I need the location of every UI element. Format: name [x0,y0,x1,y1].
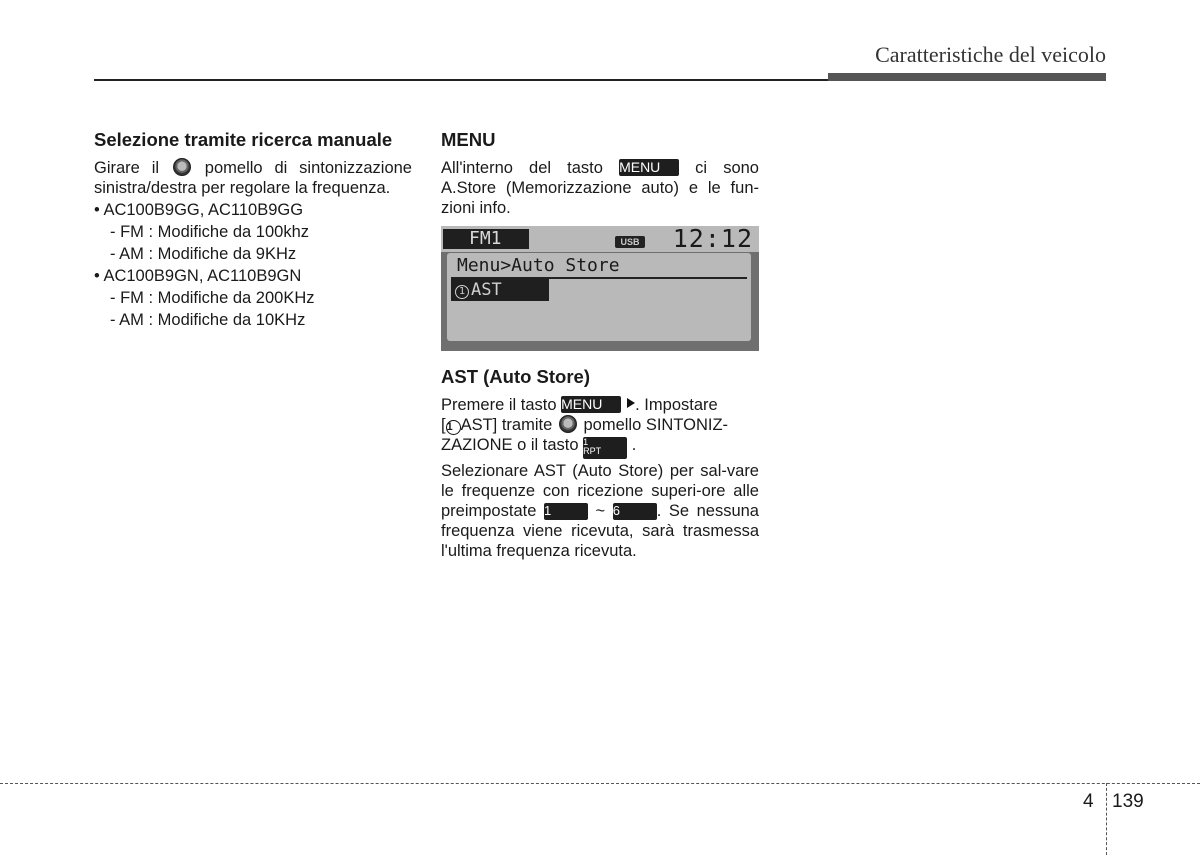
preset-key-6: 6 [613,503,657,520]
model-2-fm: - FM : Modifiche da 200KHz [110,289,315,307]
menu-key-icon-2: MENU [561,396,621,413]
ast-text-c: [ [441,416,446,434]
rpt-key-label: RPT [583,446,602,456]
section-heading-ast: AST (Auto Store) [441,366,591,387]
manual-search-intro [94,158,412,198]
footer-divider [1106,783,1107,855]
ast-text-e: pomello SINTONIZ- [583,416,729,434]
radio-lcd-display [441,226,759,351]
ast-text-b: . Impostare [635,396,718,414]
manual-search-section [94,128,412,330]
model-bullet-1: • AC100B9GG, AC110B9GG [94,201,304,219]
intro-text-b: pomello di sintonizzazione sinistra/destra per regolare la frequenza. [94,159,412,197]
model-2-am: - AM : Modifiche da 10KHz [110,311,306,329]
ast-text-d: AST] tramite [460,416,553,434]
ast-step-2 [441,461,759,561]
menu-description [441,158,759,218]
intro-text-a: Girare il [94,159,160,177]
ast-p2-a: Selezionare AST (Auto Store) per sal-vare le frequenze con ricezione superi-ore alle preimpostate [441,462,759,520]
rpt-key-number: 1 [583,437,589,447]
header-accent-bar [828,73,1106,81]
tune-knob-icon [173,158,191,176]
circled-number-icon: 1 [455,285,469,299]
lcd-selected-item [451,279,549,301]
lcd-menu-panel [447,253,751,341]
arrow-right-icon [627,398,635,408]
model-1-am: - AM : Modifiche da 9KHz [110,245,297,263]
section-heading-manual-search: Selezione tramite ricerca manuale [94,129,393,150]
page-header-title: Caratteristiche del veicolo [875,42,1106,67]
ast-step-1 [441,395,759,459]
menu-text-a: All'interno del tasto [441,159,603,177]
model-bullet-2: • AC100B9GN, AC110B9GN [94,267,302,285]
chapter-number: 4 [1083,791,1094,812]
rpt-key-icon [583,437,627,459]
model-1-fm: - FM : Modifiche da 100khz [110,223,309,241]
lcd-clock: 12:12 [672,224,753,253]
section-heading-menu: MENU [441,129,496,150]
menu-section [441,128,759,561]
ast-text-a: Premere il tasto [441,396,557,414]
menu-key-icon: MENU [619,159,679,176]
ast-p2-b: . Se nessuna frequenza viene ricevuta, sarà trasmessa l'ultima frequenza ricevuta. [441,502,759,560]
lcd-band: FM1 [443,229,529,249]
ast-text-f: ZAZIONE o il tasto [441,436,579,454]
lcd-menu-path: Menu>Auto Store [457,255,620,276]
circled-one-icon: 1 [446,420,461,435]
usb-icon: USB [615,236,645,248]
tilde: ~ [595,502,606,520]
ast-text-g: . [631,436,637,454]
header-rule [94,79,828,81]
tune-knob-icon-2 [559,415,577,433]
preset-key-1: 1 [544,503,588,520]
page-number: 139 [1112,791,1144,812]
menu-text-b: ci sono A.Store (Memorizzazione auto) e le fun-zioni info. [441,159,759,217]
lcd-selected-label: AST [471,280,502,300]
footer-rule [0,783,1200,784]
